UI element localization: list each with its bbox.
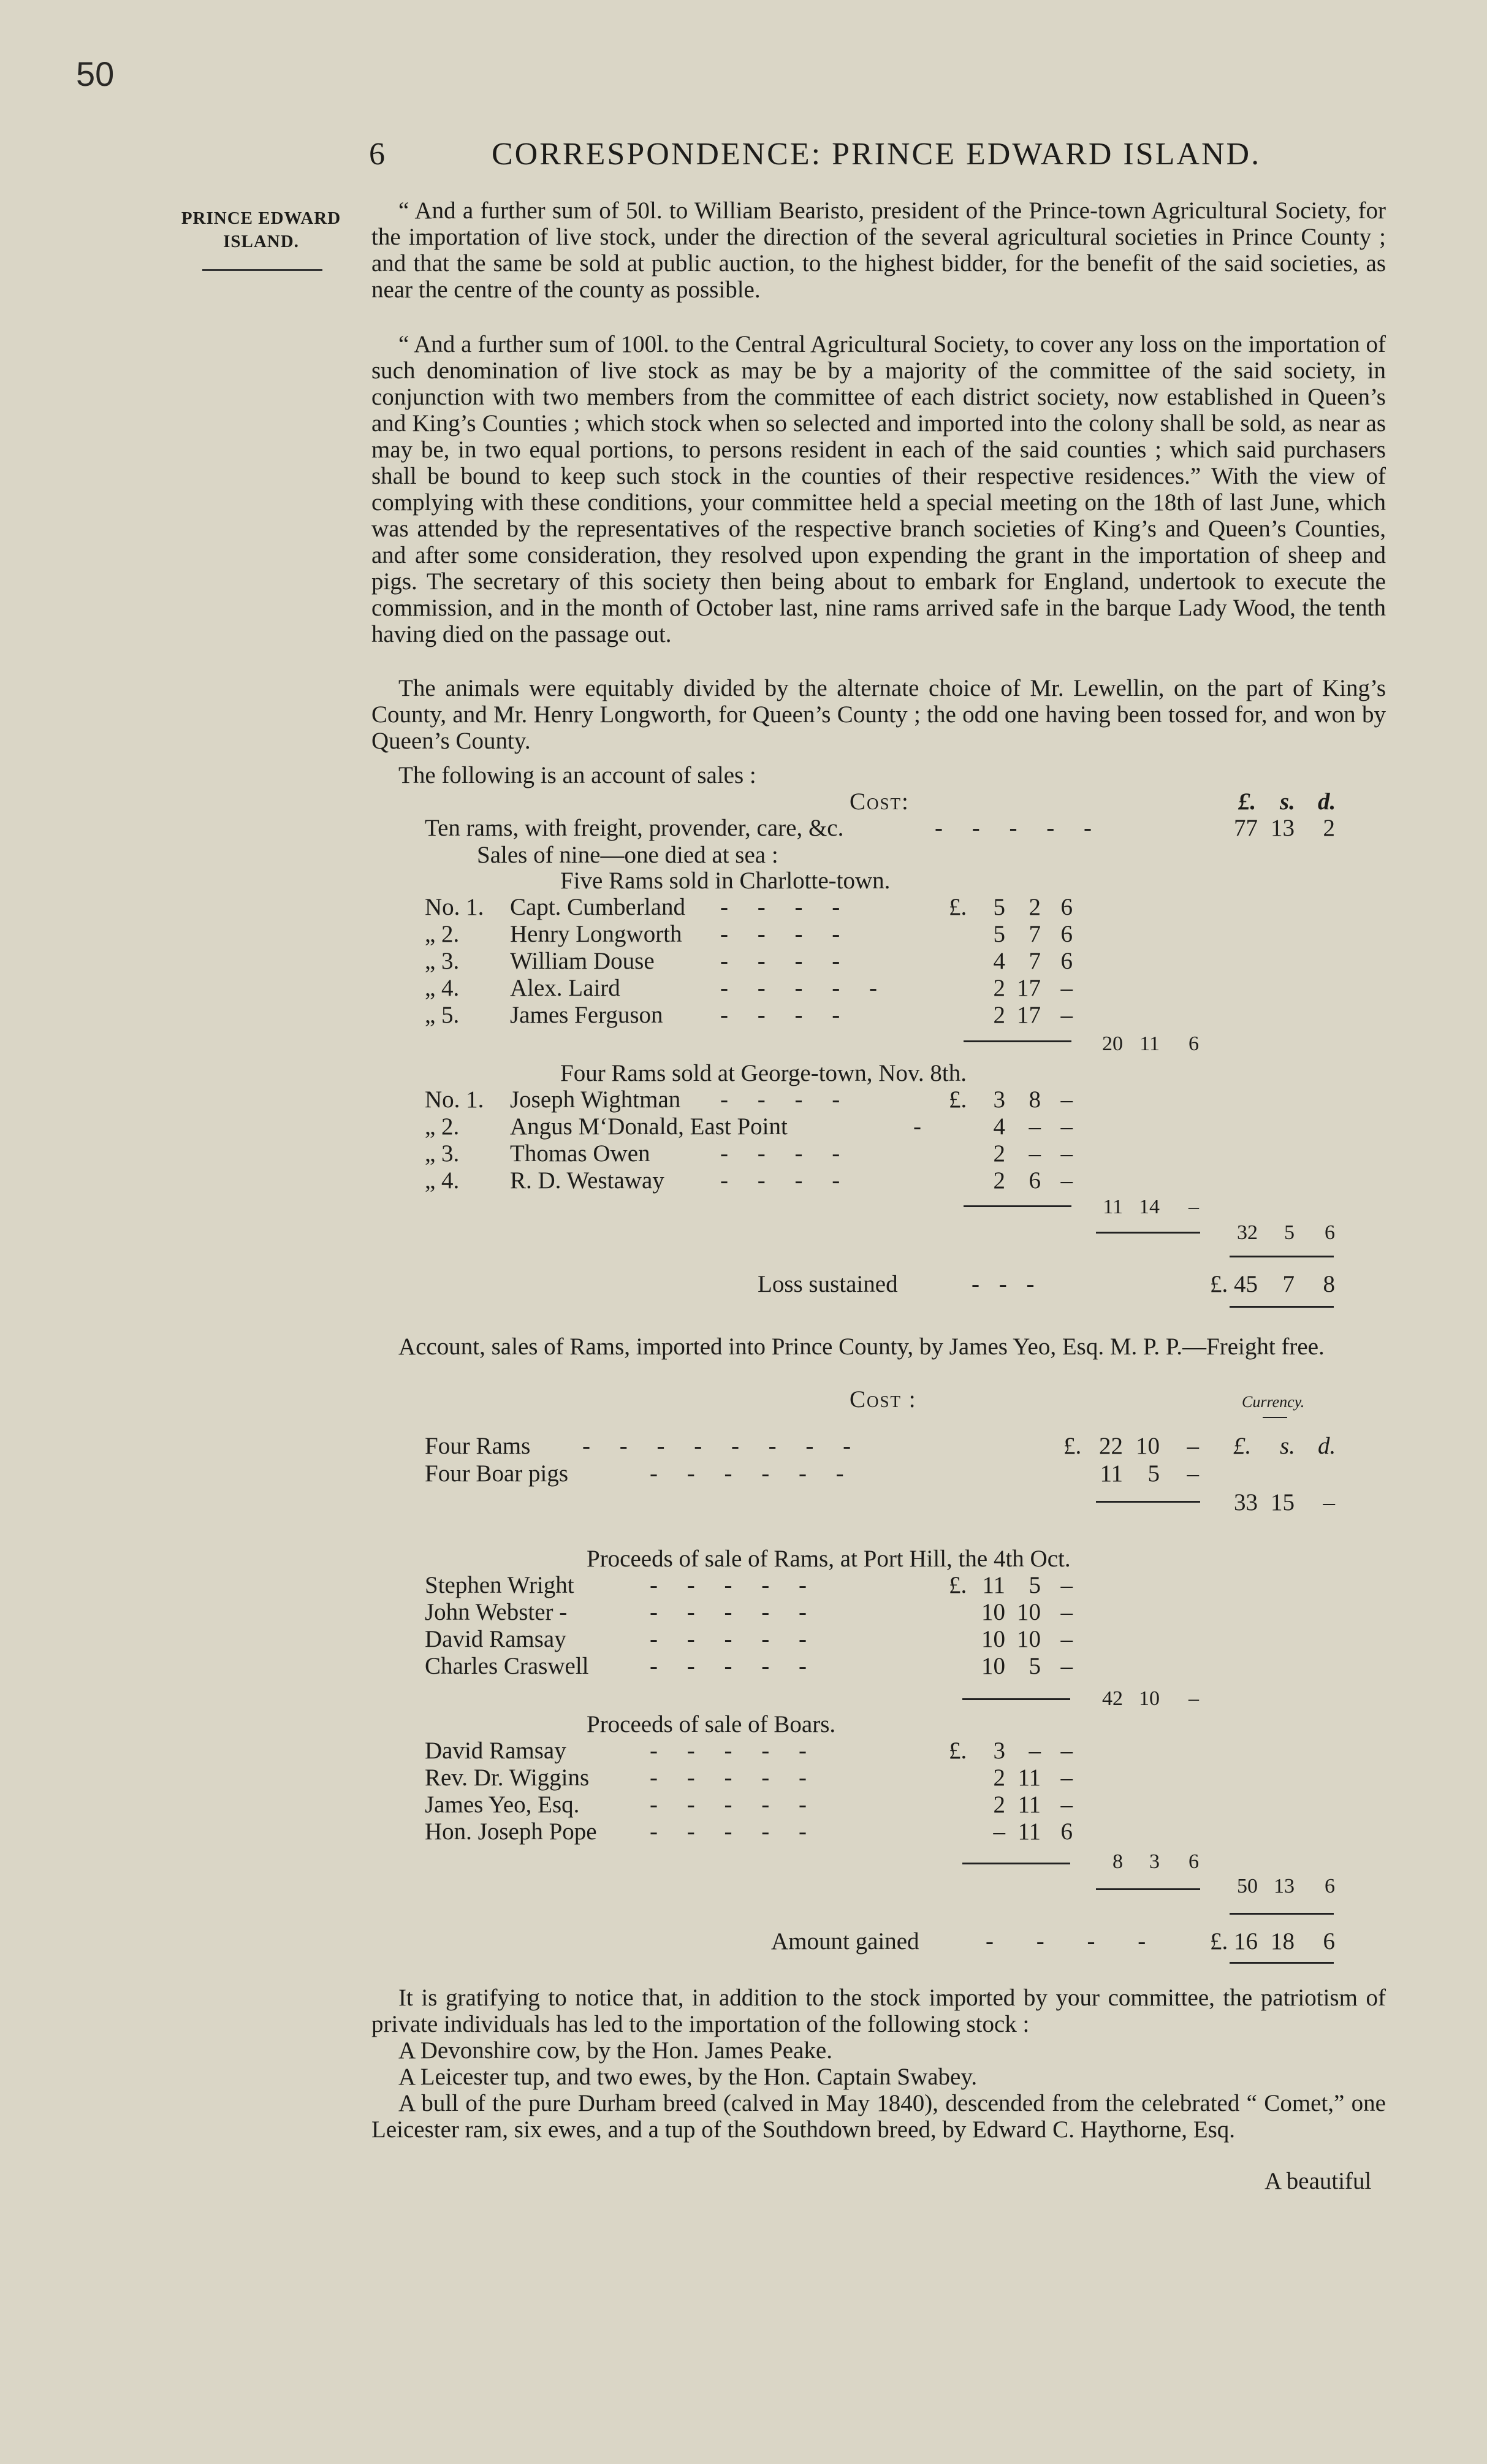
sales-total-pounds: 32 (1237, 1221, 1258, 1244)
leader-dashes: - - - - (720, 894, 840, 920)
leader-dashes: - - - - - (650, 1572, 807, 1598)
row-label: William Douse (510, 948, 655, 974)
col-head-shillings: s. (1280, 1433, 1295, 1459)
loss-pence: 8 (1323, 1271, 1335, 1297)
row-number: No. 1. (425, 1086, 484, 1113)
group-total-pounds: 42 (1102, 1687, 1123, 1710)
leader-dashes: - - - - (986, 1928, 1146, 1955)
group-total-shillings: 3 (1149, 1850, 1160, 1873)
amount-pounds: 4 (993, 1113, 1005, 1140)
gain-shillings: 18 (1271, 1928, 1295, 1955)
row-number: „ 5. (425, 1002, 460, 1028)
amount-pounds: 5 (993, 921, 1005, 947)
amount-shillings: 11 (1017, 1818, 1041, 1845)
leader-dashes: - - - - (720, 948, 840, 974)
margin-note (169, 207, 353, 253)
amount-pence: – (1187, 1433, 1199, 1459)
sum-rule (964, 1205, 1071, 1207)
leader-dashes: - - - - (720, 921, 840, 947)
amount-pence: – (1060, 1737, 1073, 1764)
row-label: James Yeo, Esq. (425, 1791, 580, 1818)
cost-label: Cost : (850, 1386, 917, 1413)
sales-total-pounds: 50 (1237, 1875, 1258, 1898)
sum-rule (1230, 1256, 1334, 1257)
sales-total-pence: 6 (1325, 1875, 1335, 1898)
margin-note-line: PRINCE EDWARD (181, 208, 341, 228)
amount-shillings: 5 (1029, 1572, 1041, 1598)
leader-dashes: - - - - - (650, 1653, 807, 1679)
group-title-boars: Proceeds of sale of Boars. (587, 1711, 836, 1737)
paragraph-durham-bull: A bull of the pure Durham breed (calved in May 1840), descended from the celebrated “ Comet,” one Leicester ram, six ewes, and a tup of the Southdown breed, by Edward C. Haythorne, Esq. (371, 2090, 1386, 2143)
group-title-rams: Proceeds of sale of Rams, at Port Hill, the 4th Oct. (587, 1546, 1071, 1572)
row-label: Four Boar pigs (425, 1460, 568, 1487)
amount-shillings: 5 (1147, 1460, 1160, 1487)
amount-pence: – (1060, 1086, 1073, 1113)
amount-pounds: 2 (993, 1140, 1005, 1167)
amount-pounds: 2 (993, 1791, 1005, 1818)
col-head-pounds: £. (1233, 1433, 1252, 1459)
group-total-pence: 6 (1188, 1850, 1199, 1873)
amount-shillings: 6 (1029, 1167, 1041, 1194)
paragraph-account-intro: The following is an account of sales : (398, 762, 756, 788)
leader-dashes: - - - - - - (650, 1460, 844, 1487)
amount-shillings: 13 (1271, 815, 1295, 841)
row-label: John Webster - (425, 1599, 568, 1625)
amount-pounds: 77 (1234, 815, 1258, 841)
row-label: James Ferguson (510, 1002, 663, 1028)
cost-total-pence: – (1323, 1489, 1335, 1516)
loss-shillings: 7 (1282, 1271, 1295, 1297)
paragraph-prince-county-account: Account, sales of Rams, imported into Prince County, by James Yeo, Esq. M. P. P.—Freight free. (398, 1333, 1325, 1360)
sum-rule (962, 1698, 1070, 1700)
group-total-shillings: 14 (1139, 1196, 1160, 1218)
group-total-pence: 6 (1188, 1032, 1199, 1055)
leader-dashes: - - - - - - - - (582, 1433, 851, 1459)
amount-shillings: 10 (1017, 1626, 1041, 1652)
amount-pounds: 10 (981, 1626, 1005, 1652)
amount-shillings: – (1029, 1737, 1041, 1764)
amount-pounds: 2 (993, 975, 1005, 1001)
group-total-pence: – (1188, 1687, 1199, 1710)
row-label: Thomas Owen (510, 1140, 650, 1167)
margin-note-line: ISLAND. (223, 232, 299, 251)
amount-pounds: 2 (993, 1002, 1005, 1028)
row-label: Four Rams (425, 1433, 531, 1459)
amount-shillings: 8 (1029, 1086, 1041, 1113)
row-label: Stephen Wright (425, 1572, 574, 1598)
pound-sign: £. (949, 894, 967, 920)
row-label: David Ramsay (425, 1626, 566, 1652)
amount-pounds: – (993, 1818, 1005, 1845)
leader-dashes: - - - - (720, 1002, 840, 1028)
amount-pence: – (1060, 975, 1073, 1001)
row-number: „ 3. (425, 1140, 460, 1167)
paragraph-private-imports: It is gratifying to notice that, in addition to the stock imported by your committee, the patriotism of private individuals has led to the importation of the following stock : (371, 1985, 1386, 2037)
row-label: Hon. Joseph Pope (425, 1818, 597, 1845)
paragraph-devonshire-cow: A Devonshire cow, by the Hon. James Peake. (398, 2037, 832, 2064)
leader-dashes: - (913, 1113, 921, 1140)
sales-total-pence: 6 (1325, 1221, 1335, 1244)
ten-rams-label: Ten rams, with freight, provender, care, &c. (425, 815, 844, 841)
leader-dashes: - - - - - (650, 1764, 807, 1791)
col-head-pounds: £. (1238, 788, 1257, 815)
leader-dashes: - - - - - (650, 1737, 807, 1764)
amount-shillings: 17 (1017, 1002, 1041, 1028)
sum-rule (1230, 1306, 1334, 1308)
gain-label: Amount gained (771, 1928, 919, 1955)
running-head-title: CORRESPONDENCE: PRINCE EDWARD ISLAND. (492, 137, 1261, 172)
loss-pounds: £. 45 (1210, 1271, 1258, 1297)
leader-dashes: - - - - - (650, 1599, 807, 1625)
amount-pence: – (1060, 1653, 1073, 1679)
currency-label: Currency. (1242, 1393, 1305, 1411)
amount-shillings: 7 (1029, 921, 1041, 947)
leader-dashes: - - - - - (935, 815, 1092, 841)
pound-sign: £. (949, 1572, 967, 1598)
amount-pence: – (1187, 1460, 1199, 1487)
group-total-pounds: 20 (1102, 1032, 1123, 1055)
sum-rule (1230, 1913, 1334, 1915)
catchword: A beautiful (1265, 2168, 1372, 2194)
amount-pence: – (1060, 1002, 1073, 1028)
sum-rule (1230, 1962, 1334, 1964)
leader-dashes: - - - - (720, 1167, 840, 1194)
amount-pence: – (1060, 1572, 1073, 1598)
row-number: „ 4. (425, 1167, 460, 1194)
group-title-charlotte-town: Five Rams sold in Charlotte-town. (560, 868, 891, 894)
col-head-pence: d. (1318, 1433, 1336, 1459)
amount-pence: 6 (1060, 948, 1073, 974)
row-number: „ 2. (425, 921, 460, 947)
row-label: Angus M‘Donald, East Point (510, 1113, 788, 1140)
amount-pence: – (1060, 1113, 1073, 1140)
leader-dashes: - - - - - (720, 975, 877, 1001)
amount-shillings: 11 (1017, 1764, 1041, 1791)
amount-pence: 6 (1060, 921, 1073, 947)
cost-label: Cost: (850, 788, 910, 815)
amount-pence: 6 (1060, 894, 1073, 920)
pound-sign: £. (949, 1086, 967, 1113)
amount-pence: 6 (1060, 1818, 1073, 1845)
row-label: Joseph Wightman (510, 1086, 681, 1113)
amount-pounds: 10 (981, 1653, 1005, 1679)
leader-dashes: - - - - (720, 1086, 840, 1113)
row-label: R. D. Westaway (510, 1167, 664, 1194)
amount-pounds: 11 (1100, 1460, 1123, 1487)
group-total-shillings: 10 (1139, 1687, 1160, 1710)
header-number: 6 (369, 137, 385, 172)
row-label: Alex. Laird (510, 975, 620, 1001)
leader-dashes: - - - - - (650, 1791, 807, 1818)
amount-pence: – (1060, 1791, 1073, 1818)
amount-pence: – (1060, 1599, 1073, 1625)
amount-shillings: 7 (1029, 948, 1041, 974)
amount-pounds: 10 (981, 1599, 1005, 1625)
currency-rule (1263, 1417, 1287, 1418)
row-number: „ 4. (425, 975, 460, 1001)
amount-shillings: – (1029, 1113, 1041, 1140)
row-label: Charles Craswell (425, 1653, 589, 1679)
gain-pence: 6 (1323, 1928, 1335, 1955)
sum-rule (964, 1040, 1071, 1042)
amount-shillings: 10 (1136, 1433, 1160, 1459)
pound-sign: £. (949, 1737, 967, 1764)
amount-shillings: 10 (1017, 1599, 1041, 1625)
cost-total-shillings: 15 (1271, 1489, 1295, 1516)
amount-shillings: 5 (1029, 1653, 1041, 1679)
row-number: No. 1. (425, 894, 484, 920)
row-label: Capt. Cumberland (510, 894, 685, 920)
amount-pounds: 22 (1099, 1433, 1123, 1459)
row-label: David Ramsay (425, 1737, 566, 1764)
leader-dashes: - - - - (720, 1140, 840, 1167)
loss-label: Loss sustained (758, 1271, 898, 1297)
amount-pounds: 4 (993, 948, 1005, 974)
group-total-shillings: 11 (1139, 1032, 1160, 1055)
amount-pounds: 3 (993, 1086, 1005, 1113)
amount-pounds: 3 (993, 1737, 1005, 1764)
sum-rule (962, 1863, 1070, 1864)
gain-pounds: £. 16 (1210, 1928, 1258, 1955)
amount-shillings: – (1029, 1140, 1041, 1167)
sum-rule (1096, 1501, 1200, 1503)
amount-pounds: 11 (982, 1572, 1005, 1598)
paragraph-central-society-grant: “ And a further sum of 100l. to the Central Agricultural Society, to cover any loss on the importation of such denomination of live stock as may be by a majority of the committee of the said society, in conjunction with two members from the committee of each district society, now established in Queen’s and King’s Counties ; which stock when so selected and imported into the colony shall be sold, as near as may be, in two equal portions, to persons resident in each of the said counties ; which said purchasers shall be bound to keep such stock in the counties of their respective residences.” With the view of complying with these conditions, your committee held a special meeting on the 18th of last June, which was attended by the representatives of the respective branch societies of King’s and Queen’s Counties, and after some consideration, they resolved upon expending the grant in the importation of sheep and pigs. The secretary of this society then being about to embark for England, undertook to execute the commission, and in the month of October last, nine rams arrived safe in the barque Lady Wood, the tenth having died on the passage out. (371, 331, 1386, 647)
amount-shillings: 2 (1029, 894, 1041, 920)
amount-pounds: 5 (993, 894, 1005, 920)
col-head-pence: d. (1318, 788, 1336, 815)
paragraph-leicester-tup: A Leicester tup, and two ewes, by the Hon. Captain Swabey. (398, 2064, 978, 2090)
row-number: „ 2. (425, 1113, 460, 1140)
leader-dashes: - - - (972, 1271, 1035, 1297)
page-number: 50 (76, 55, 115, 93)
sum-rule (1096, 1232, 1200, 1234)
margin-rule (202, 269, 322, 271)
row-number: „ 3. (425, 948, 460, 974)
paragraph-bearisto-grant: “ And a further sum of 50l. to William Bearisto, president of the Prince-town Agricultural Society, for the importation of live stock, under the direction of the several agricultural societies in Prince County ; and that the same be sold at public auction, to the highest bidder, for the benefit of the said societies, as near the centre of the county as possible. (371, 197, 1386, 303)
amount-pence: – (1060, 1626, 1073, 1652)
amount-pounds: 2 (993, 1764, 1005, 1791)
cost-total-pounds: 33 (1234, 1489, 1258, 1516)
amount-shillings: 17 (1017, 975, 1041, 1001)
amount-pence: – (1060, 1140, 1073, 1167)
col-head-shillings: s. (1280, 788, 1295, 815)
group-total-pounds: 11 (1103, 1196, 1123, 1218)
amount-shillings: 11 (1017, 1791, 1041, 1818)
paragraph-division-of-animals: The animals were equitably divided by the alternate choice of Mr. Lewellin, on the part of King’s County, and Mr. Henry Longworth, for Queen’s County ; the odd one having been tossed for, and won by Queen’s County. (371, 675, 1386, 754)
sales-label: Sales of nine—one died at sea : (477, 842, 778, 868)
amount-pence: 2 (1323, 815, 1335, 841)
row-label: Rev. Dr. Wiggins (425, 1764, 590, 1791)
sales-total-shillings: 5 (1284, 1221, 1295, 1244)
pound-sign: £. (1063, 1433, 1082, 1459)
group-title-george-town: Four Rams sold at George-town, Nov. 8th. (560, 1060, 967, 1086)
amount-pounds: 2 (993, 1167, 1005, 1194)
leader-dashes: - - - - - (650, 1818, 807, 1845)
sum-rule (1096, 1888, 1200, 1890)
group-total-pence: – (1188, 1196, 1199, 1218)
sales-total-shillings: 13 (1274, 1875, 1295, 1898)
leader-dashes: - - - - - (650, 1626, 807, 1652)
group-total-pounds: 8 (1112, 1850, 1123, 1873)
amount-pence: – (1060, 1167, 1073, 1194)
row-label: Henry Longworth (510, 921, 682, 947)
amount-pence: – (1060, 1764, 1073, 1791)
